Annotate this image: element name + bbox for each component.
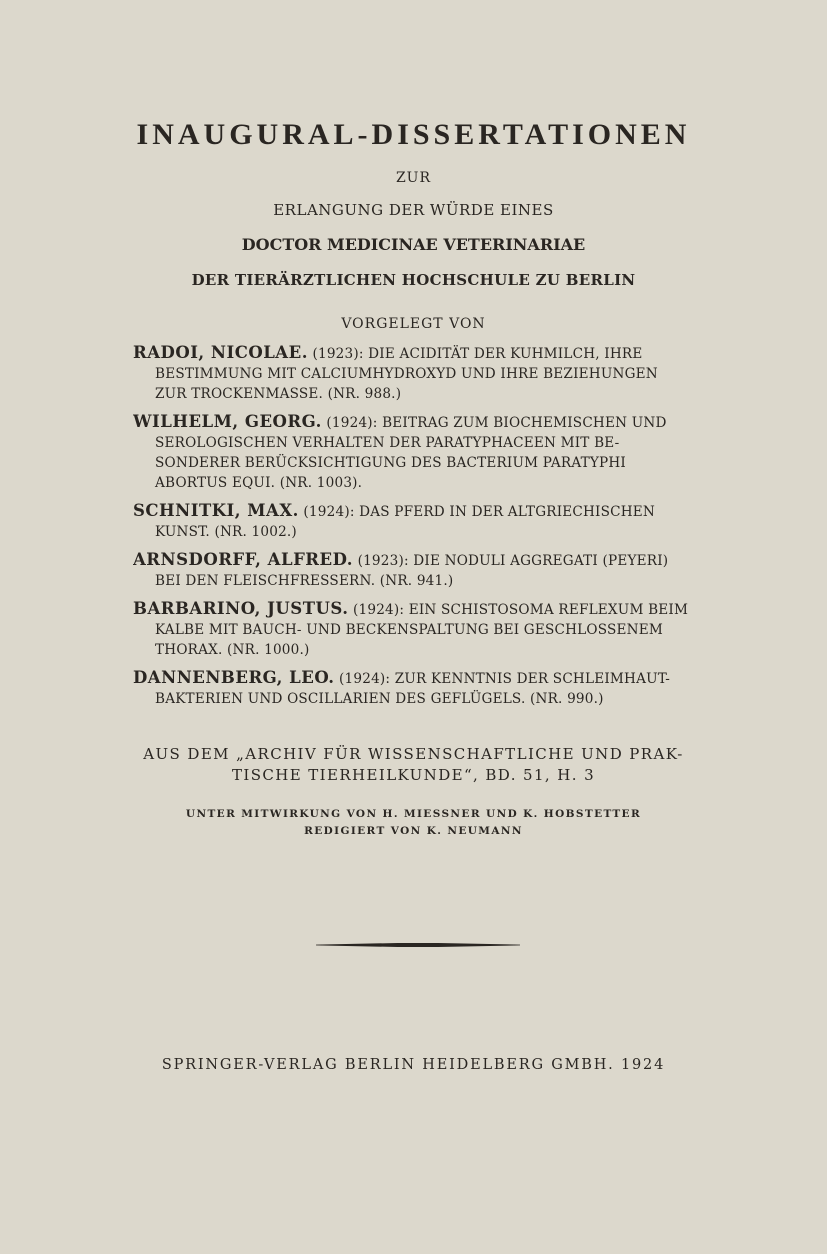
archiv-reference — [0, 744, 827, 786]
dissertation-entry — [133, 599, 708, 660]
vorgelegt-line: VORGELEGT VON — [341, 316, 486, 332]
entry-line: BEI DEN FLEISCHFRESSERN. (NR. 941.) — [155, 573, 454, 589]
entry-line: BESTIMMUNG MIT CALCIUMHYDROXYD UND IHRE BEZIEHUNGEN — [155, 366, 658, 382]
credits-line-1: UNTER MITWIRKUNG VON H. MIESSNER UND K. HOBSTETTER — [185, 808, 642, 820]
entry-author: RADOI, NICOLAE. — [133, 343, 308, 362]
entry-line: (1923): DIE NODULI AGGREGATI (PEYERI) — [357, 553, 669, 569]
editorial-credits — [0, 806, 827, 840]
entry-line: THORAX. (NR. 1000.) — [155, 642, 310, 658]
entry-line: (1924): BEITRAG ZUM BIOCHEMISCHEN UND — [326, 415, 667, 431]
dissertation-list — [133, 343, 708, 717]
entry-line: SONDERER BERÜCKSICHTIGUNG DES BACTERIUM PARATYPHI — [155, 455, 627, 471]
dissertation-entry — [133, 343, 708, 404]
archiv-line-1: AUS DEM „ARCHIV FÜR WISSENSCHAFTLICHE UND PRAK- — [143, 745, 684, 763]
degree-title: DOCTOR MEDICINAE VETERINARIAE — [241, 235, 586, 254]
entry-author: ARNSDORFF, ALFRED. — [133, 550, 354, 569]
entry-line: ABORTUS EQUI. (NR. 1003). — [155, 475, 363, 491]
entry-line: (1924): DAS PFERD IN DER ALTGRIECHISCHEN — [303, 504, 655, 520]
entry-line: BAKTERIEN UND OSCILLARIEN DES GEFLÜGELS. (NR. 990.) — [155, 691, 604, 707]
institution-line: DER TIERÄRZTLICHEN HOCHSCHULE ZU BERLIN — [191, 271, 636, 289]
dissertation-entry — [133, 550, 708, 591]
entry-line: KUNST. (NR. 1002.) — [155, 524, 297, 540]
archiv-line-2: TISCHE TIERHEILKUNDE“, BD. 51, H. 3 — [231, 766, 596, 784]
dissertation-entry — [133, 668, 708, 709]
entry-line: (1923): DIE ACIDITÄT DER KUHMILCH, IHRE — [312, 346, 643, 362]
entry-author: BARBARINO, JUSTUS. — [133, 599, 349, 618]
entry-line: (1924): ZUR KENNTNIS DER SCHLEIMHAUT- — [339, 671, 671, 687]
entry-line: ZUR TROCKENMASSE. (NR. 988.) — [155, 386, 402, 402]
zur-line: ZUR — [395, 170, 432, 186]
entry-line: (1924): EIN SCHISTOSOMA REFLEXUM BEIM — [353, 602, 689, 618]
entry-author: DANNENBERG, LEO. — [133, 668, 335, 687]
dissertation-entry — [133, 412, 708, 493]
dissertation-entry — [133, 501, 708, 542]
credits-line-2: REDIGIERT VON K. NEUMANN — [304, 825, 523, 837]
erlangung-line: ERLANGUNG DER WÜRDE EINES — [273, 201, 554, 219]
entry-line: KALBE MIT BAUCH- UND BECKENSPALTUNG BEI GESCHLOSSENEM — [155, 622, 663, 638]
entry-author: WILHELM, GEORG. — [133, 412, 322, 431]
ornamental-divider — [316, 943, 520, 947]
page-title: INAUGURAL-DISSERTATIONEN — [136, 118, 691, 151]
entry-line: SEROLOGISCHEN VERHALTEN DER PARATYPHACEEN MIT BE- — [155, 435, 620, 451]
publisher-line: SPRINGER-VERLAG BERLIN HEIDELBERG GMBH. 1924 — [161, 1057, 666, 1073]
entry-author: SCHNITKI, MAX. — [133, 501, 299, 520]
